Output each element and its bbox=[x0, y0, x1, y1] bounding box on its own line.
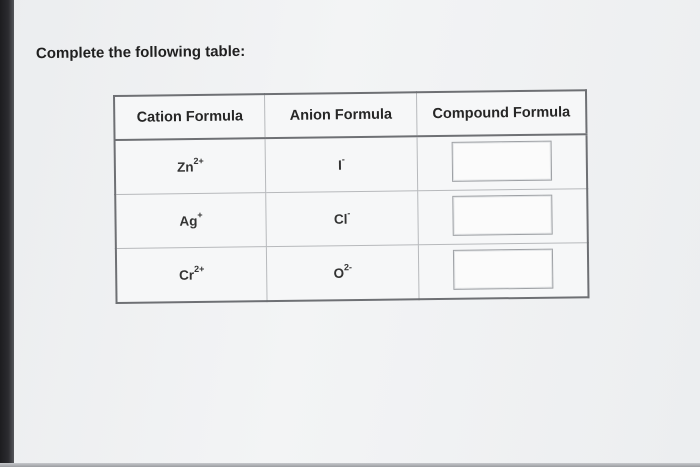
anion-symbol: I bbox=[338, 157, 342, 174]
table-row bbox=[115, 134, 588, 194]
cation-charge: 2+ bbox=[193, 156, 204, 167]
anion-cell bbox=[265, 136, 418, 192]
header-anion-formula: Anion Formula bbox=[265, 92, 418, 138]
compound-cell bbox=[418, 243, 588, 300]
header-cation-formula: Cation Formula bbox=[114, 94, 265, 140]
cation-charge: 2+ bbox=[193, 264, 205, 275]
cation-symbol: Zn bbox=[176, 159, 194, 175]
anion-charge: 2- bbox=[343, 262, 353, 273]
anion-cell bbox=[266, 245, 419, 301]
cation-cell bbox=[115, 138, 266, 194]
anion-symbol: O bbox=[333, 265, 345, 282]
compound-cell bbox=[417, 134, 587, 191]
table-row bbox=[115, 189, 588, 249]
compound-answer-input[interactable] bbox=[453, 249, 553, 290]
cation-symbol: Ag bbox=[179, 213, 198, 229]
compound-cell bbox=[418, 189, 588, 245]
anion-charge: - bbox=[341, 154, 345, 165]
table-row bbox=[116, 243, 589, 303]
anion-cell bbox=[266, 191, 419, 247]
compound-answer-input[interactable] bbox=[452, 141, 552, 182]
compound-answer-input[interactable] bbox=[452, 195, 552, 236]
formula-table-container bbox=[113, 89, 589, 295]
anion-symbol: Cl bbox=[333, 211, 348, 228]
cation-symbol: Cr bbox=[179, 267, 195, 283]
cation-cell bbox=[116, 247, 267, 303]
header-compound-formula: Compound Formula bbox=[417, 90, 587, 136]
table-header-row bbox=[114, 90, 587, 140]
cation-charge: + bbox=[197, 210, 203, 221]
question-prompt: Complete the following table: bbox=[35, 42, 246, 63]
screen-bezel-bottom bbox=[0, 463, 700, 467]
screen-bezel bbox=[0, 0, 14, 467]
formula-table bbox=[113, 89, 590, 304]
anion-charge: - bbox=[347, 208, 351, 219]
cation-cell bbox=[115, 193, 266, 249]
